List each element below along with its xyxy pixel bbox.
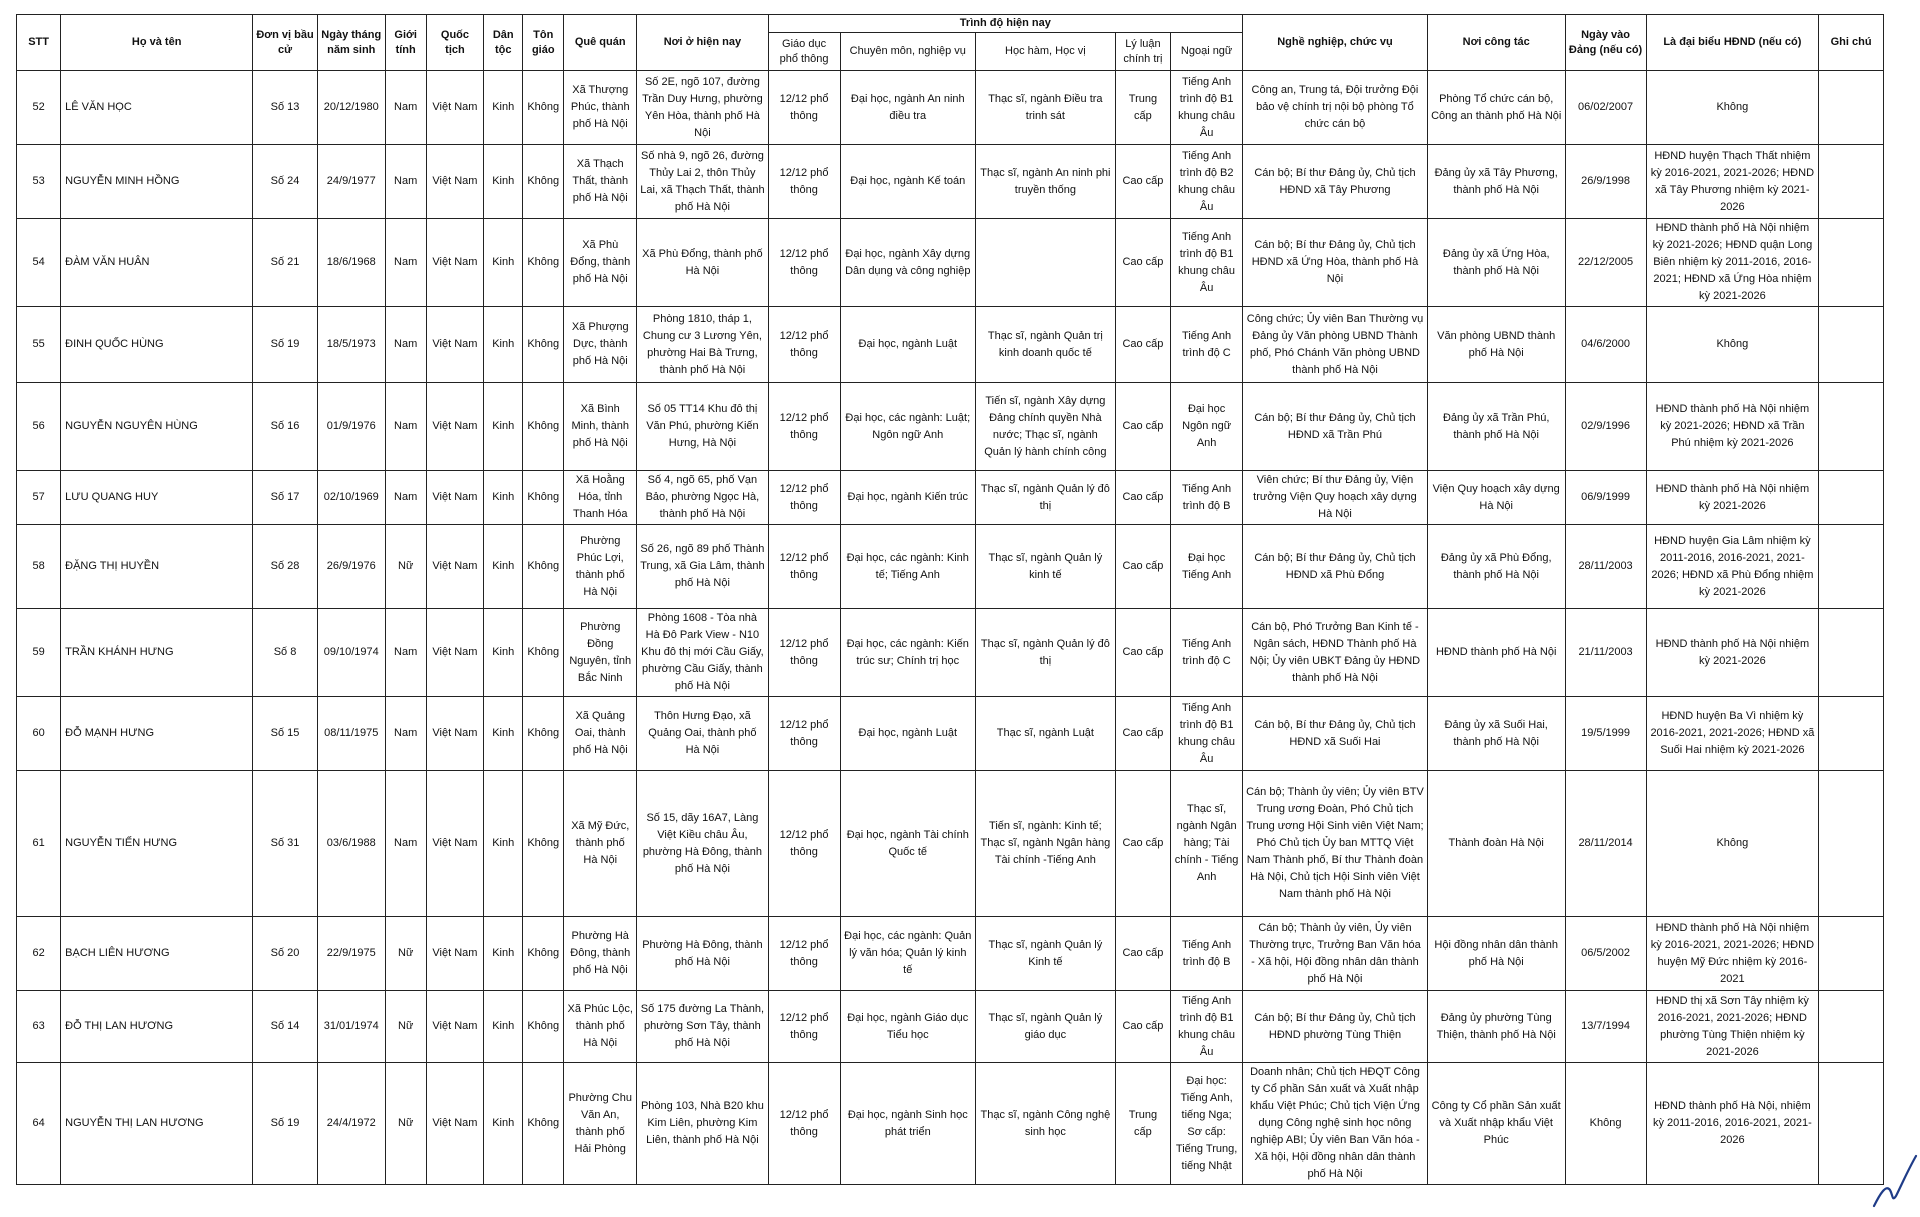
cell-education: 12/12 phổ thông <box>768 145 840 219</box>
header-language: Ngoại ngữ <box>1171 33 1243 71</box>
header-specialty: Chuyên môn, nghiệp vụ <box>840 33 976 71</box>
cell-ethnicity: Kinh <box>484 525 523 609</box>
cell-ethnicity: Kinh <box>484 609 523 697</box>
cell-political: Cao cấp <box>1115 917 1170 991</box>
cell-stt: 57 <box>17 471 61 525</box>
cell-delegate: HĐND thành phố Hà Nội nhiệm kỳ 2021-2026; HĐND xã Trần Phú nhiệm kỳ 2021-2026 <box>1646 383 1819 471</box>
cell-gender: Nam <box>385 609 426 697</box>
header-stt: STT <box>17 15 61 71</box>
signature-mark <box>1870 1150 1920 1210</box>
cell-language: Tiếng Anh trình độ C <box>1171 307 1243 383</box>
cell-delegate: HĐND thành phố Hà Nội nhiệm kỳ 2016-2021, 2021-2026; HĐND huyện Mỹ Đức nhiệm kỳ 2016-2021 <box>1646 917 1819 991</box>
cell-party-date: 06/5/2002 <box>1565 917 1646 991</box>
cell-nationality: Việt Nam <box>426 609 484 697</box>
cell-dob: 01/9/1976 <box>317 383 385 471</box>
cell-gender: Nam <box>385 71 426 145</box>
cell-education: 12/12 phổ thông <box>768 71 840 145</box>
cell-ethnicity: Kinh <box>484 471 523 525</box>
cell-hometown: Phường Phúc Lợi, thành phố Hà Nội <box>564 525 637 609</box>
cell-dob: 20/12/1980 <box>317 71 385 145</box>
cell-dob: 24/4/1972 <box>317 1063 385 1185</box>
cell-religion: Không <box>523 697 564 771</box>
cell-religion: Không <box>523 71 564 145</box>
cell-gender: Nam <box>385 219 426 307</box>
cell-language: Tiếng Anh trình độ B <box>1171 917 1243 991</box>
cell-occupation: Viên chức; Bí thư Đảng ủy, Viện trưởng Viện Quy hoạch xây dựng Hà Nội <box>1243 471 1428 525</box>
cell-dob: 18/6/1968 <box>317 219 385 307</box>
table-row <box>17 991 1884 1063</box>
cell-residence: Số 26, ngõ 89 phố Thành Trung, xã Gia Lâm, thành phố Hà Nội <box>637 525 768 609</box>
cell-political: Cao cấp <box>1115 145 1170 219</box>
cell-language: Tiếng Anh trình độ B1 khung châu Âu <box>1171 697 1243 771</box>
cell-occupation: Cán bộ; Bí thư Đảng ủy, Chủ tịch HĐND xã Ứng Hòa, thành phố Hà Nội <box>1243 219 1428 307</box>
cell-education: 12/12 phổ thông <box>768 917 840 991</box>
cell-ethnicity: Kinh <box>484 1063 523 1185</box>
cell-stt: 56 <box>17 383 61 471</box>
cell-workplace: Công ty Cổ phần Sản xuất và Xuất nhập khẩu Việt Phúc <box>1427 1063 1565 1185</box>
cell-degree: Thạc sĩ, ngành Điều tra trinh sát <box>976 71 1116 145</box>
cell-occupation: Cán bộ; Bí thư Đảng ủy, Chủ tịch HĐND phường Tùng Thiện <box>1243 991 1428 1063</box>
cell-political: Cao cấp <box>1115 471 1170 525</box>
cell-note <box>1819 219 1884 307</box>
cell-stt: 53 <box>17 145 61 219</box>
cell-education: 12/12 phổ thông <box>768 471 840 525</box>
cell-note <box>1819 525 1884 609</box>
cell-nationality: Việt Nam <box>426 383 484 471</box>
cell-dob: 18/5/1973 <box>317 307 385 383</box>
cell-specialty: Đại học, ngành Xây dựng Dân dụng và công nghiệp <box>840 219 976 307</box>
cell-specialty: Đại học, ngành An ninh điều tra <box>840 71 976 145</box>
cell-residence: Phòng 1810, tháp 1, Chung cư 3 Lương Yên, phường Hai Bà Trưng, thành phố Hà Nội <box>637 307 768 383</box>
cell-name: NGUYỄN MINH HỒNG <box>61 145 253 219</box>
cell-workplace: HĐND thành phố Hà Nội <box>1427 609 1565 697</box>
cell-unit: Số 20 <box>253 917 318 991</box>
cell-ethnicity: Kinh <box>484 991 523 1063</box>
cell-delegate: HĐND thành phố Hà Nội nhiệm kỳ 2021-2026; HĐND quận Long Biên nhiệm kỳ 2011-2016, 2016-2021; HĐND xã Ứng Hòa nhiệm kỳ 2021-2026 <box>1646 219 1819 307</box>
cell-nationality: Việt Nam <box>426 525 484 609</box>
cell-hometown: Xã Hoằng Hóa, tỉnh Thanh Hóa <box>564 471 637 525</box>
cell-occupation: Doanh nhân; Chủ tịch HĐQT Công ty Cổ phần Sản xuất và Xuất nhập khẩu Việt Phúc; Chủ tịch Viện Ứng dụng Công nghệ sinh học nông nghiệp ABI; Ủy viên Ban Văn hóa - Xã hội, Hội đồng nhân dân thành phố Hà Nội <box>1243 1063 1428 1185</box>
cell-dob: 08/11/1975 <box>317 697 385 771</box>
cell-occupation: Cán bộ, Bí thư Đảng ủy, Chủ tịch HĐND xã Suối Hai <box>1243 697 1428 771</box>
cell-language: Tiếng Anh trình độ B1 khung châu Âu <box>1171 71 1243 145</box>
cell-hometown: Xã Phù Đổng, thành phố Hà Nội <box>564 219 637 307</box>
cell-gender: Nam <box>385 145 426 219</box>
cell-party-date: 26/9/1998 <box>1565 145 1646 219</box>
cell-note <box>1819 609 1884 697</box>
cell-nationality: Việt Nam <box>426 145 484 219</box>
cell-delegate: Không <box>1646 71 1819 145</box>
cell-education: 12/12 phổ thông <box>768 697 840 771</box>
cell-note <box>1819 383 1884 471</box>
cell-nationality: Việt Nam <box>426 471 484 525</box>
cell-language: Thạc sĩ, ngành Ngân hàng; Tài chính - Tiếng Anh <box>1171 771 1243 917</box>
cell-party-date: 19/5/1999 <box>1565 697 1646 771</box>
cell-party-date: 13/7/1994 <box>1565 991 1646 1063</box>
cell-gender: Nam <box>385 307 426 383</box>
cell-gender: Nữ <box>385 1063 426 1185</box>
table-row <box>17 383 1884 471</box>
cell-language: Đại học Tiếng Anh <box>1171 525 1243 609</box>
cell-delegate: HĐND thị xã Sơn Tây nhiệm kỳ 2016-2021, 2021-2026; HĐND phường Tùng Thiện nhiệm kỳ 2021-2026 <box>1646 991 1819 1063</box>
table-row <box>17 525 1884 609</box>
header-qualification: Trình độ hiện nay <box>768 15 1242 33</box>
cell-political: Cao cấp <box>1115 991 1170 1063</box>
header-education: Giáo dục phổ thông <box>768 33 840 71</box>
cell-workplace: Đảng ủy xã Suối Hai, thành phố Hà Nội <box>1427 697 1565 771</box>
cell-occupation: Cán bộ, Phó Trưởng Ban Kinh tế - Ngân sách, HĐND Thành phố Hà Nội; Ủy viên UBKT Đảng ủy HĐND thành phố Hà Nội <box>1243 609 1428 697</box>
cell-stt: 54 <box>17 219 61 307</box>
cell-residence: Phường Hà Đông, thành phố Hà Nội <box>637 917 768 991</box>
cell-degree: Thạc sĩ, ngành Quản lý đô thị <box>976 609 1116 697</box>
cell-degree: Thạc sĩ, ngành Quản trị kinh doanh quốc tế <box>976 307 1116 383</box>
cell-nationality: Việt Nam <box>426 219 484 307</box>
cell-education: 12/12 phổ thông <box>768 1063 840 1185</box>
cell-occupation: Cán bộ; Bí thư Đảng ủy, Chủ tịch HĐND xã Phù Đổng <box>1243 525 1428 609</box>
cell-ethnicity: Kinh <box>484 219 523 307</box>
cell-name: ĐỖ THỊ LAN HƯƠNG <box>61 991 253 1063</box>
cell-residence: Phòng 1608 - Tòa nhà Hà Đô Park View - N10 Khu đô thị mới Cầu Giấy, phường Cầu Giấy, thành phố Hà Nội <box>637 609 768 697</box>
table-row <box>17 917 1884 991</box>
cell-nationality: Việt Nam <box>426 917 484 991</box>
cell-stt: 61 <box>17 771 61 917</box>
cell-political: Cao cấp <box>1115 383 1170 471</box>
cell-workplace: Phòng Tổ chức cán bộ, Công an thành phố Hà Nội <box>1427 71 1565 145</box>
cell-religion: Không <box>523 219 564 307</box>
cell-unit: Số 13 <box>253 71 318 145</box>
cell-specialty: Đại học, ngành Tài chính Quốc tế <box>840 771 976 917</box>
header-nationality: Quốc tịch <box>426 15 484 71</box>
cell-workplace: Văn phòng UBND thành phố Hà Nội <box>1427 307 1565 383</box>
cell-unit: Số 14 <box>253 991 318 1063</box>
cell-note <box>1819 145 1884 219</box>
cell-note <box>1819 771 1884 917</box>
cell-unit: Số 19 <box>253 307 318 383</box>
cell-party-date: 22/12/2005 <box>1565 219 1646 307</box>
cell-gender: Nam <box>385 771 426 917</box>
cell-occupation: Cán bộ; Bí thư Đảng ủy, Chủ tịch HĐND xã Tây Phương <box>1243 145 1428 219</box>
cell-residence: Phòng 103, Nhà B20 khu Kim Liên, phường Kim Liên, thành phố Hà Nội <box>637 1063 768 1185</box>
cell-delegate: Không <box>1646 771 1819 917</box>
cell-unit: Số 21 <box>253 219 318 307</box>
cell-ethnicity: Kinh <box>484 145 523 219</box>
cell-religion: Không <box>523 307 564 383</box>
cell-residence: Số 4, ngõ 65, phố Vạn Bảo, phường Ngọc Hà, thành phố Hà Nội <box>637 471 768 525</box>
table-header <box>17 15 1884 71</box>
cell-language: Tiếng Anh trình độ C <box>1171 609 1243 697</box>
table-row <box>17 771 1884 917</box>
cell-specialty: Đại học, các ngành: Quản lý văn hóa; Quản lý kinh tế <box>840 917 976 991</box>
cell-note <box>1819 991 1884 1063</box>
cell-degree: Tiến sĩ, ngành: Kinh tế; Thạc sĩ, ngành Ngân hàng Tài chính -Tiếng Anh <box>976 771 1116 917</box>
candidate-table <box>16 14 1884 1185</box>
cell-degree: Thạc sĩ, ngành Quản lý đô thị <box>976 471 1116 525</box>
cell-language: Tiếng Anh trình độ B2 khung châu Âu <box>1171 145 1243 219</box>
cell-specialty: Đại học, ngành Kiến trúc <box>840 471 976 525</box>
cell-party-date: 02/9/1996 <box>1565 383 1646 471</box>
cell-religion: Không <box>523 1063 564 1185</box>
header-political: Lý luận chính trị <box>1115 33 1170 71</box>
cell-hometown: Xã Bình Minh, thành phố Hà Nội <box>564 383 637 471</box>
header-party-date: Ngày vào Đảng (nếu có) <box>1565 15 1646 71</box>
cell-political: Cao cấp <box>1115 307 1170 383</box>
cell-workplace: Viện Quy hoạch xây dựng Hà Nội <box>1427 471 1565 525</box>
cell-gender: Nam <box>385 697 426 771</box>
cell-specialty: Đại học, các ngành: Kiến trúc sư; Chính trị học <box>840 609 976 697</box>
cell-education: 12/12 phổ thông <box>768 771 840 917</box>
cell-nationality: Việt Nam <box>426 697 484 771</box>
cell-workplace: Đảng ủy xã Tây Phương, thành phố Hà Nội <box>1427 145 1565 219</box>
table-row <box>17 697 1884 771</box>
cell-unit: Số 24 <box>253 145 318 219</box>
cell-stt: 60 <box>17 697 61 771</box>
cell-note <box>1819 697 1884 771</box>
header-hometown: Quê quán <box>564 15 637 71</box>
cell-delegate: HĐND huyện Ba Vì nhiệm kỳ 2016-2021, 2021-2026; HĐND xã Suối Hai nhiệm kỳ 2021-2026 <box>1646 697 1819 771</box>
cell-dob: 03/6/1988 <box>317 771 385 917</box>
header-workplace: Nơi công tác <box>1427 15 1565 71</box>
cell-political: Trung cấp <box>1115 1063 1170 1185</box>
cell-nationality: Việt Nam <box>426 1063 484 1185</box>
cell-name: ĐẶNG THỊ HUYỀN <box>61 525 253 609</box>
cell-name: LÊ VĂN HỌC <box>61 71 253 145</box>
header-name: Họ và tên <box>61 15 253 71</box>
cell-political: Cao cấp <box>1115 771 1170 917</box>
header-residence: Nơi ở hiện nay <box>637 15 768 71</box>
cell-gender: Nữ <box>385 917 426 991</box>
cell-stt: 58 <box>17 525 61 609</box>
cell-degree: Tiến sĩ, ngành Xây dựng Đảng chính quyền Nhà nước; Thạc sĩ, ngành Quản lý hành chính công <box>976 383 1116 471</box>
cell-name: NGUYỄN TIẾN HƯNG <box>61 771 253 917</box>
cell-workplace: Đảng ủy xã Ứng Hòa, thành phố Hà Nội <box>1427 219 1565 307</box>
cell-language: Đại học: Tiếng Anh, tiếng Nga; Sơ cấp: Tiếng Trung, tiếng Nhật <box>1171 1063 1243 1185</box>
cell-delegate: HĐND huyện Gia Lâm nhiệm kỳ 2011-2016, 2016-2021, 2021-2026; HĐND xã Phù Đổng nhiệm kỳ 2021-2026 <box>1646 525 1819 609</box>
cell-name: ĐINH QUỐC HÙNG <box>61 307 253 383</box>
cell-religion: Không <box>523 525 564 609</box>
cell-occupation: Công chức; Ủy viên Ban Thường vụ Đảng ủy Văn phòng UBND Thành phố, Phó Chánh Văn phòng UBND thành phố Hà Nội <box>1243 307 1428 383</box>
cell-education: 12/12 phổ thông <box>768 609 840 697</box>
cell-name: ĐÀM VĂN HUÂN <box>61 219 253 307</box>
cell-education: 12/12 phổ thông <box>768 991 840 1063</box>
table-body <box>17 71 1884 1185</box>
cell-unit: Số 8 <box>253 609 318 697</box>
cell-dob: 22/9/1975 <box>317 917 385 991</box>
cell-ethnicity: Kinh <box>484 71 523 145</box>
cell-note <box>1819 917 1884 991</box>
header-delegate: Là đại biểu HĐND (nếu có) <box>1646 15 1819 71</box>
cell-name: BẠCH LIÊN HƯƠNG <box>61 917 253 991</box>
cell-party-date: 06/02/2007 <box>1565 71 1646 145</box>
cell-occupation: Công an, Trung tá, Đội trưởng Đội bảo vệ chính trị nội bộ phòng Tổ chức cán bộ <box>1243 71 1428 145</box>
header-occupation: Nghề nghiệp, chức vụ <box>1243 15 1428 71</box>
cell-unit: Số 17 <box>253 471 318 525</box>
cell-delegate: Không <box>1646 307 1819 383</box>
cell-party-date: 21/11/2003 <box>1565 609 1646 697</box>
cell-hometown: Xã Quảng Oai, thành phố Hà Nội <box>564 697 637 771</box>
cell-stt: 55 <box>17 307 61 383</box>
cell-unit: Số 31 <box>253 771 318 917</box>
cell-residence: Số 05 TT14 Khu đô thị Văn Phú, phường Kiến Hưng, Hà Nội <box>637 383 768 471</box>
cell-gender: Nam <box>385 471 426 525</box>
cell-hometown: Xã Mỹ Đức, thành phố Hà Nội <box>564 771 637 917</box>
cell-delegate: HĐND thành phố Hà Nội, nhiệm kỳ 2011-2016, 2016-2021, 2021-2026 <box>1646 1063 1819 1185</box>
cell-degree: Thạc sĩ, ngành Quản lý giáo dục <box>976 991 1116 1063</box>
cell-political: Cao cấp <box>1115 525 1170 609</box>
cell-religion: Không <box>523 383 564 471</box>
cell-religion: Không <box>523 771 564 917</box>
cell-party-date: 06/9/1999 <box>1565 471 1646 525</box>
cell-residence: Xã Phù Đổng, thành phố Hà Nội <box>637 219 768 307</box>
cell-nationality: Việt Nam <box>426 991 484 1063</box>
table-row <box>17 307 1884 383</box>
cell-degree: Thạc sĩ, ngành Luật <box>976 697 1116 771</box>
cell-residence: Số 2E, ngõ 107, đường Trần Duy Hưng, phường Yên Hòa, thành phố Hà Nội <box>637 71 768 145</box>
cell-hometown: Xã Phượng Dực, thành phố Hà Nội <box>564 307 637 383</box>
header-gender: Giới tính <box>385 15 426 71</box>
cell-specialty: Đại học, ngành Giáo dục Tiểu học <box>840 991 976 1063</box>
table-row <box>17 71 1884 145</box>
cell-language: Tiếng Anh trình độ B1 khung châu Âu <box>1171 219 1243 307</box>
table-row <box>17 145 1884 219</box>
header-religion: Tôn giáo <box>523 15 564 71</box>
cell-stt: 52 <box>17 71 61 145</box>
cell-hometown: Xã Phúc Lộc, thành phố Hà Nội <box>564 991 637 1063</box>
header-unit: Đơn vị bầu cử <box>253 15 318 71</box>
cell-name: ĐỖ MẠNH HƯNG <box>61 697 253 771</box>
cell-specialty: Đại học, các ngành: Kinh tế; Tiếng Anh <box>840 525 976 609</box>
cell-unit: Số 15 <box>253 697 318 771</box>
cell-ethnicity: Kinh <box>484 307 523 383</box>
cell-party-date: 28/11/2014 <box>1565 771 1646 917</box>
cell-unit: Số 16 <box>253 383 318 471</box>
header-dob: Ngày tháng năm sinh <box>317 15 385 71</box>
header-ethnicity: Dân tộc <box>484 15 523 71</box>
cell-specialty: Đại học, ngành Kế toán <box>840 145 976 219</box>
cell-hometown: Phường Hà Đông, thành phố Hà Nội <box>564 917 637 991</box>
cell-gender: Nam <box>385 383 426 471</box>
cell-language: Tiếng Anh trình độ B <box>1171 471 1243 525</box>
cell-degree: Thạc sĩ, ngành Quản lý kinh tế <box>976 525 1116 609</box>
cell-education: 12/12 phổ thông <box>768 307 840 383</box>
cell-education: 12/12 phổ thông <box>768 383 840 471</box>
cell-dob: 31/01/1974 <box>317 991 385 1063</box>
table-row <box>17 609 1884 697</box>
table-row <box>17 219 1884 307</box>
table-row <box>17 1063 1884 1185</box>
cell-stt: 59 <box>17 609 61 697</box>
cell-degree: Thạc sĩ, ngành Quản lý Kinh tế <box>976 917 1116 991</box>
cell-occupation: Cán bộ; Thành ủy viên; Ủy viên BTV Trung ương Đoàn, Phó Chủ tịch Trung ương Hội Sinh viên Việt Nam; Phó Chủ tịch Ủy ban MTTQ Việt Nam Thành phố, Bí thư Thành đoàn Hà Nội, Chủ tịch Hội Sinh viên Việt Nam thành phố Hà Nội <box>1243 771 1428 917</box>
cell-ethnicity: Kinh <box>484 383 523 471</box>
cell-political: Cao cấp <box>1115 219 1170 307</box>
cell-stt: 62 <box>17 917 61 991</box>
cell-party-date: 28/11/2003 <box>1565 525 1646 609</box>
cell-residence: Thôn Hưng Đạo, xã Quảng Oai, thành phố Hà Nội <box>637 697 768 771</box>
cell-hometown: Xã Thạch Thất, thành phố Hà Nội <box>564 145 637 219</box>
cell-religion: Không <box>523 609 564 697</box>
cell-nationality: Việt Nam <box>426 307 484 383</box>
cell-stt: 64 <box>17 1063 61 1185</box>
cell-ethnicity: Kinh <box>484 771 523 917</box>
cell-name: TRẦN KHÁNH HƯNG <box>61 609 253 697</box>
cell-delegate: HĐND huyện Thạch Thất nhiệm kỳ 2016-2021, 2021-2026; HĐND xã Tây Phương nhiệm kỳ 2021-2026 <box>1646 145 1819 219</box>
cell-name: NGUYỄN NGUYÊN HÙNG <box>61 383 253 471</box>
cell-dob: 02/10/1969 <box>317 471 385 525</box>
cell-stt: 63 <box>17 991 61 1063</box>
cell-language: Tiếng Anh trình độ B1 khung châu Âu <box>1171 991 1243 1063</box>
cell-ethnicity: Kinh <box>484 697 523 771</box>
cell-specialty: Đại học, ngành Luật <box>840 307 976 383</box>
cell-specialty: Đại học, ngành Sinh học phát triển <box>840 1063 976 1185</box>
cell-ethnicity: Kinh <box>484 917 523 991</box>
cell-nationality: Việt Nam <box>426 771 484 917</box>
cell-dob: 26/9/1976 <box>317 525 385 609</box>
cell-workplace: Hội đồng nhân dân thành phố Hà Nội <box>1427 917 1565 991</box>
cell-political: Trung cấp <box>1115 71 1170 145</box>
cell-delegate: HĐND thành phố Hà Nội nhiệm kỳ 2021-2026 <box>1646 471 1819 525</box>
cell-dob: 09/10/1974 <box>317 609 385 697</box>
cell-political: Cao cấp <box>1115 697 1170 771</box>
table-row <box>17 471 1884 525</box>
cell-name: NGUYỄN THỊ LAN HƯƠNG <box>61 1063 253 1185</box>
cell-dob: 24/9/1977 <box>317 145 385 219</box>
cell-religion: Không <box>523 991 564 1063</box>
cell-workplace: Đảng ủy xã Phù Đổng, thành phố Hà Nội <box>1427 525 1565 609</box>
cell-unit: Số 19 <box>253 1063 318 1185</box>
cell-degree <box>976 219 1116 307</box>
cell-party-date: Không <box>1565 1063 1646 1185</box>
cell-specialty: Đại học, các ngành: Luật; Ngôn ngữ Anh <box>840 383 976 471</box>
cell-gender: Nữ <box>385 991 426 1063</box>
cell-language: Đại học Ngôn ngữ Anh <box>1171 383 1243 471</box>
cell-hometown: Phường Chu Văn An, thành phố Hải Phòng <box>564 1063 637 1185</box>
cell-note <box>1819 307 1884 383</box>
cell-name: LƯU QUANG HUY <box>61 471 253 525</box>
cell-nationality: Việt Nam <box>426 71 484 145</box>
cell-workplace: Đảng ủy xã Trần Phú, thành phố Hà Nội <box>1427 383 1565 471</box>
cell-degree: Thạc sĩ, ngành An ninh phi truyền thống <box>976 145 1116 219</box>
cell-workplace: Thành đoàn Hà Nội <box>1427 771 1565 917</box>
cell-note <box>1819 71 1884 145</box>
cell-gender: Nữ <box>385 525 426 609</box>
cell-note <box>1819 471 1884 525</box>
cell-degree: Thạc sĩ, ngành Công nghệ sinh học <box>976 1063 1116 1185</box>
cell-workplace: Đảng ủy phường Tùng Thiện, thành phố Hà Nội <box>1427 991 1565 1063</box>
cell-residence: Số 175 đường La Thành, phường Sơn Tây, thành phố Hà Nội <box>637 991 768 1063</box>
cell-religion: Không <box>523 471 564 525</box>
cell-occupation: Cán bộ; Thành ủy viên, Ủy viên Thường trực, Trưởng Ban Văn hóa - Xã hội, Hội đồng nhân dân thành phố Hà Nội <box>1243 917 1428 991</box>
cell-specialty: Đại học, ngành Luật <box>840 697 976 771</box>
cell-delegate: HĐND thành phố Hà Nội nhiệm kỳ 2021-2026 <box>1646 609 1819 697</box>
candidate-list-sheet <box>16 14 1884 1185</box>
cell-education: 12/12 phổ thông <box>768 219 840 307</box>
cell-hometown: Xã Thượng Phúc, thành phố Hà Nội <box>564 71 637 145</box>
header-degree: Học hàm, Học vị <box>976 33 1116 71</box>
cell-hometown: Phường Đồng Nguyên, tỉnh Bắc Ninh <box>564 609 637 697</box>
cell-religion: Không <box>523 145 564 219</box>
header-note: Ghi chú <box>1819 15 1884 71</box>
cell-residence: Số nhà 9, ngõ 26, đường Thủy Lai 2, thôn Thủy Lai, xã Thạch Thất, thành phố Hà Nội <box>637 145 768 219</box>
cell-residence: Số 15, dãy 16A7, Làng Việt Kiều châu Âu, phường Hà Đông, thành phố Hà Nội <box>637 771 768 917</box>
cell-religion: Không <box>523 917 564 991</box>
cell-education: 12/12 phổ thông <box>768 525 840 609</box>
cell-occupation: Cán bộ; Bí thư Đảng ủy, Chủ tịch HĐND xã Trần Phú <box>1243 383 1428 471</box>
cell-party-date: 04/6/2000 <box>1565 307 1646 383</box>
cell-political: Cao cấp <box>1115 609 1170 697</box>
cell-unit: Số 28 <box>253 525 318 609</box>
